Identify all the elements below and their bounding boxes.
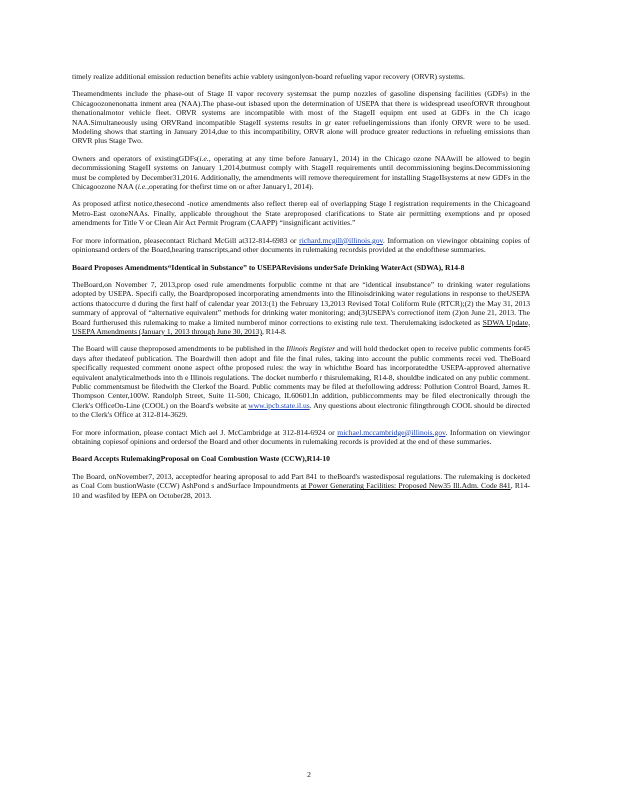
page-number: 2 (307, 770, 311, 779)
paragraph-contact-mccambridge: For more information, please contact Mich ael J. McCambridge at 312-814-6924 or michael.mccambridge@illinois.gov. Information on viewingor obtaining copiesof opinions and ordersof the Board and other documents in rulemaking records is provided at the end of these summaries. (72, 427, 531, 446)
paragraph-orvr-continued: timely realize additional emission reduction benefits achie vablety usingonlyon-board refueling vapor recovery (ORVR) systems. (72, 72, 465, 81)
docket-title-sdwa: SDWA Update, USEPA Amendments (January 1, 2013 through June 30, 2013) (72, 317, 530, 336)
body-text (72, 72, 530, 500)
section-heading-ccw: Board Accepts RulemakingProposal on Coal Combustion Waste (CCW),R14-10 (72, 454, 330, 464)
paragraph-stage-ii-amendments: Theamendments include the phase-out of Stage II vapor recovery systemsat the pump nozzles of gasoline dispensing facilities (GDFs) in the Chicagoozonenonatta inment area (NAA).The phase-out isbased upon the determination of USEPA that there is widespread useofORVR throughout thenationalmotor vehicle fleet. ORVR systems are incompatible with most of the StageII equipm ent used at GDFs in the Ch icago NAA.Simultaneously using ORVRand incompatible StageII systems results in gr eater refuelingemissions than ifonly ORVR were to be used. Modeling shows that starting in January 2014,due to this incompatibility, ORVR alone will produce greater reductions in refueling emissions than ORVR plus Stage Two. (72, 89, 530, 146)
docket-title-ccw: at Power Generating Facilities: Proposed New35 Ill.Adm. Code 841 (300, 481, 511, 491)
email-link-mccambridge[interactable]: michael.mccambridge@illinois.gov (337, 427, 446, 437)
section-heading-sdwa: Board Proposes Amendments“Identical in Substance” to USEPARevisions underSafe Drinking WaterAct (SDWA), R14-8 (72, 262, 465, 272)
email-link-mcgill[interactable]: richard.mcgill@illinois.gov (299, 235, 383, 245)
website-link-ipcb[interactable]: www.ipcb.state.il.us (248, 400, 310, 410)
paragraph-ccw-proposal: The Board, onNovember7, 2013, acceptedfor hearing aproposal to add Part 841 to theBoard's wastedisposal regulations. The rulemaking is docketed as Coal Com bustionWaste (CCW) AshPond s andSurface Impoundments at Power Generating Facilities: Proposed New35 Ill.Adm. Code 841, R14-10 and wasfiled by IEPA on October28, 2013. (72, 471, 531, 500)
paragraph-public-comments: The Board will cause theproposed amendments to be published in the Illinois Register and will hold thedocket open to receive public comments for45 days after thedateof publication. The Boardwill then adopt and file the final rules, taking into account the public comments recei ved. TheBoard specifically requested comment onone aspect ofthe proposed rules: the way in whichthe Board has incorporatedthe USEPA-approved alternative equivalent analyticalmethods into th e Illinois regulations. The docket numberfo r thisrulemaking, R14-8, shouldbe indicated on any public comment. Public commentsmust be filedwith the Clerkof the Board. Public comments may be filed at thefollowing address: Pollution Control Board, James R. Thompson Center,100W. Randolph Street, Suite 11-500, Chicago, IL60601.In addition, publiccomments may be filed electronically through the Clerk's OfficeOn-Line (COOL) on the Board's website at www.ipcb.state.il.us. Any questions about electronic filingthrough COOL should be directed to the Clerk's Office at 312-814-3629. (72, 344, 530, 420)
paragraph-contact-mcgill: For more information, pleasecontact Richard McGill at312-814-6983 or richard.mcgill@illinois.gov. Information on viewingor obtaining copies of opinionsand orders of the Board,hearing transcripts,and other documents in rulemaking recordsis provided at the endofthese summaries. (72, 235, 530, 255)
paragraph-second-notice: As proposed atfirst notice,thesecond -notice amendments also reflect therep eal of overlapping Stage I registration requirements in the Chicagoand Metro-East ozoneNAAs. Finally, applicable throughout the State areproposed clarifications to State air permitting exemptions and pr oposed amendments for Title V or Clean Air Act Permit Program (CAAPP) “insignificant activities.” (72, 199, 530, 228)
paragraph-owners-operators: Owners and operators of existingGDFs(i.e., operating at any time before January1, 2014) in the Chicago ozone NAAwill be allowed to begin decommissioning StageII systems on January 1,2014,butmust comply with StageII requirements until decommissioning begins.Decommissioning must be completed by December31,2016. Additionally, the amendments will remove therequirement for installing StageIIsystems at new GDFs in the Chicagoozone NAA (i.e.,operating for thefirst time on or after January1, 2014). (72, 153, 531, 192)
paragraph-sdwa-proposal: TheBoard,on November 7, 2013,prop osed rule amendments forpublic comme nt that are “identical insubstance” to drinking water regulations adopted by USEPA. Specifi cally, the Boardproposed incorporating amendments into the Illinoisdrinking water regulations in response to theUSEPA actions thatoccurre d during the first half of calendar year 2013:(1) the February 13,2013 Revised Total Coliform Rule (RTCR);(2) the May 31, 2013 summary of approval of “alternative equivalent” methods for drinking water monitoring; and(3)USEPA's correctionof item (2)on June 21, 2013. The Board furtherused this rulemaking to make a limited numberof minor corrections to existing rule text. Therulemaking isdocketed as SDWA Update, USEPA Amendments (January 1, 2013 through June 30, 2013), R14-8. (72, 279, 530, 336)
